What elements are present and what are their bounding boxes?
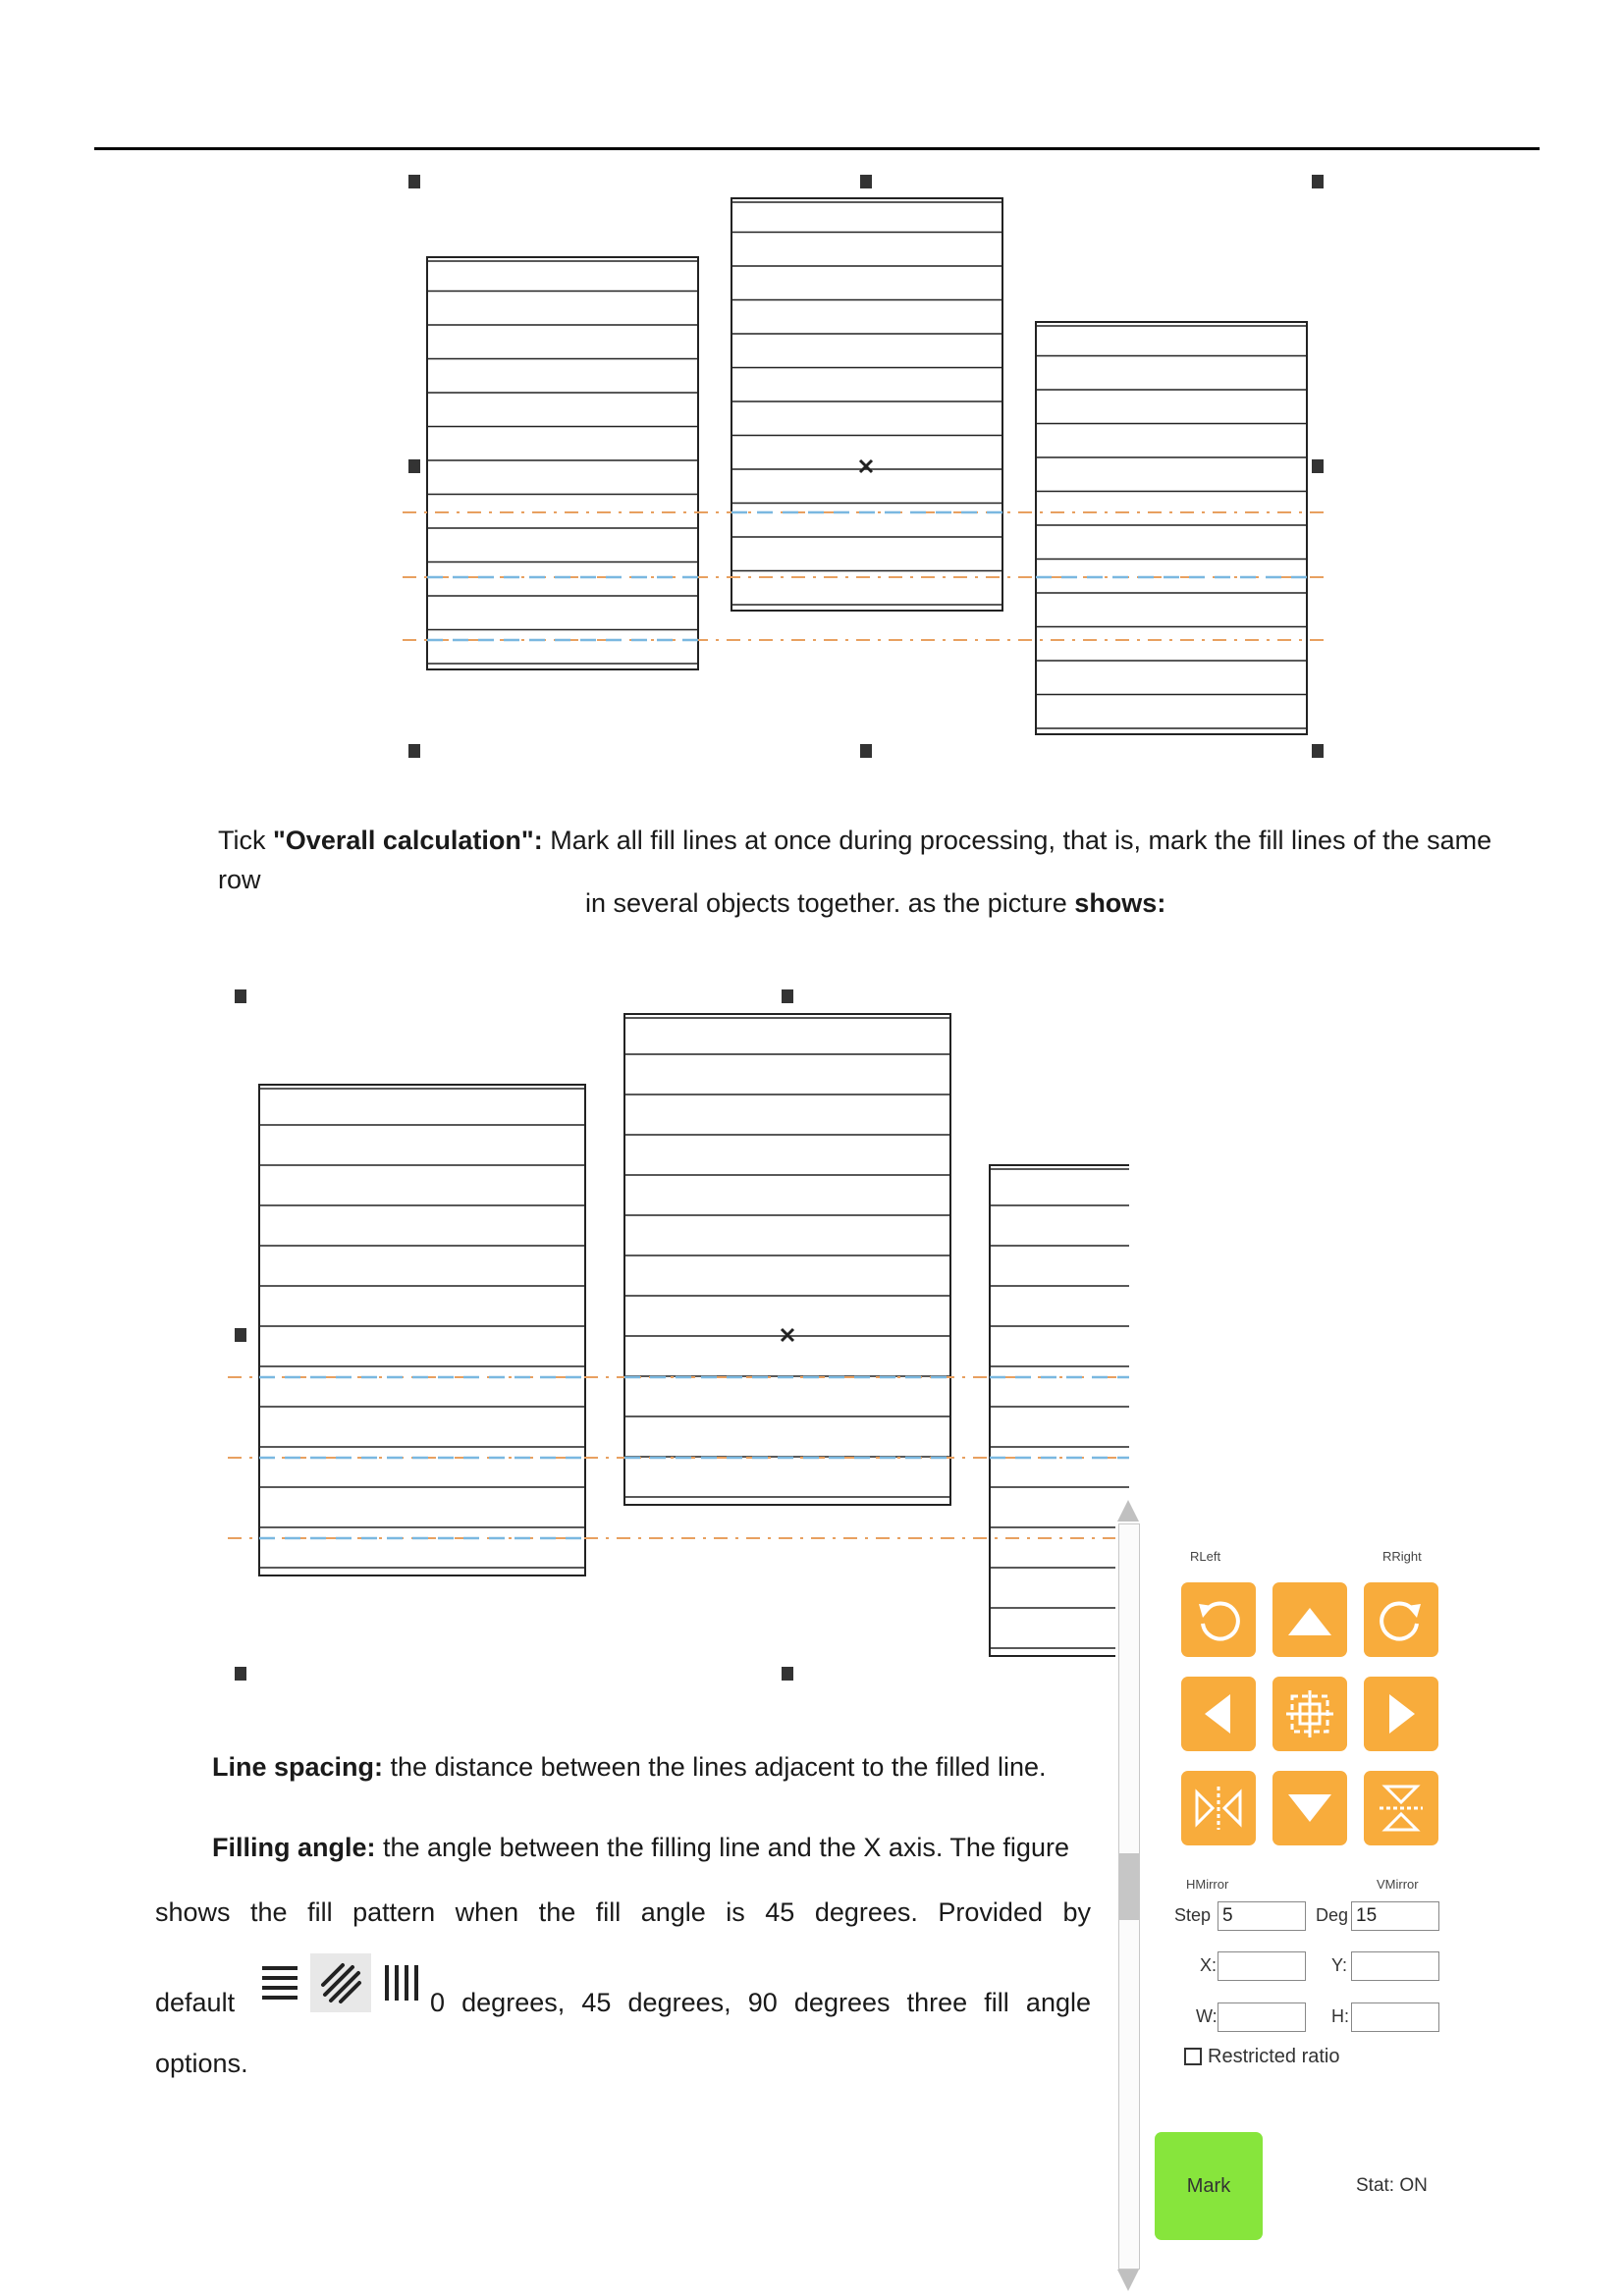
- hmirror-label: HMirror: [1186, 1877, 1229, 1892]
- rotate-ccw-icon: [1191, 1592, 1246, 1647]
- caption-line-2: in several objects together. as the picture shows:: [585, 888, 1166, 918]
- selection-handle: [408, 175, 420, 188]
- selection-handle: [1312, 459, 1324, 473]
- arrow-up-icon: [1282, 1592, 1337, 1647]
- selection-handle: [1312, 744, 1324, 758]
- fill-object: [990, 1165, 1129, 1656]
- fill-object: [259, 1085, 585, 1575]
- selection-handle: [860, 744, 872, 758]
- filling-angle-line-3-left: default: [155, 1988, 236, 2017]
- selection-handle: [235, 989, 246, 1003]
- mirror-horizontal-icon: [1191, 1781, 1246, 1836]
- center-button[interactable]: [1272, 1677, 1347, 1751]
- mark-button[interactable]: [1155, 2132, 1263, 2240]
- restricted-ratio-checkbox[interactable]: [1184, 2048, 1202, 2065]
- step-label: Step: [1174, 1905, 1212, 1925]
- figure-separate-calculation: [393, 167, 1335, 775]
- h-label: H:: [1331, 2006, 1349, 2026]
- selection-handle: [782, 989, 793, 1003]
- step-input[interactable]: 5: [1218, 1901, 1306, 1931]
- move-right-button[interactable]: [1364, 1677, 1438, 1751]
- caption-term: "Overall calculation":: [273, 826, 543, 855]
- y-input[interactable]: [1351, 1951, 1439, 1981]
- selection-handle: [408, 744, 420, 758]
- move-left-button[interactable]: [1181, 1677, 1256, 1751]
- fill-angle-options: [249, 1953, 432, 2012]
- mirror-vertical-icon: [1374, 1781, 1429, 1836]
- center-cross-icon: [782, 1329, 793, 1341]
- deg-input[interactable]: 15: [1351, 1901, 1439, 1931]
- status-text: Stat: ON: [1356, 2175, 1428, 2196]
- selection-handle: [860, 175, 872, 188]
- w-input[interactable]: [1218, 2002, 1306, 2032]
- rotate-left-label: RLeft: [1190, 1549, 1221, 1564]
- diagonal-fill-icon: [310, 1953, 371, 2012]
- fill-object: [624, 1014, 950, 1505]
- selection-handle: [782, 1667, 793, 1681]
- figure-overall-calculation: [216, 977, 1129, 1698]
- vertical-mirror-button[interactable]: [1364, 1771, 1438, 1845]
- y-label: Y:: [1331, 1955, 1348, 1975]
- vmirror-label: VMirror: [1377, 1877, 1419, 1892]
- rotate-cw-icon: [1374, 1592, 1429, 1647]
- line-spacing-paragraph: Line spacing: the distance between the lines adjacent to the filled line.: [212, 1752, 1047, 1782]
- selection-handle: [1312, 175, 1324, 188]
- top-rule: [94, 147, 1540, 150]
- restricted-ratio-label: Restricted ratio: [1208, 2046, 1340, 2067]
- w-label: W:: [1196, 2006, 1218, 2026]
- filling-angle-line-2: shows the fill pattern when the fill angle is 45 degrees. Provided by: [155, 1897, 1091, 1927]
- horizontal-mirror-button[interactable]: [1181, 1771, 1256, 1845]
- filling-angle-paragraph: Filling angle: the angle between the filling line and the X axis. The figure: [212, 1833, 1069, 1862]
- filling-angle-line-4: options.: [155, 2049, 248, 2078]
- arrow-left-icon: [1191, 1686, 1246, 1741]
- rotate-right-button[interactable]: [1364, 1582, 1438, 1657]
- fill-object: [1036, 322, 1307, 734]
- scroll-up-arrow-icon[interactable]: [1117, 1500, 1139, 1522]
- arrow-right-icon: [1374, 1686, 1429, 1741]
- selection-handle: [408, 459, 420, 473]
- move-up-button[interactable]: [1272, 1582, 1347, 1657]
- scrollbar-thumb[interactable]: [1119, 1853, 1139, 1920]
- fill-object: [427, 257, 698, 669]
- x-input[interactable]: [1218, 1951, 1306, 1981]
- center-cross-icon: [860, 460, 872, 472]
- arrow-down-icon: [1282, 1781, 1337, 1836]
- move-down-button[interactable]: [1272, 1771, 1347, 1845]
- filling-angle-line-3-right: 0 degrees, 45 degrees, 90 degrees three fill angle: [430, 1988, 1091, 2017]
- mark-button-label: Mark: [1186, 2174, 1231, 2197]
- caption-overall-calculation: Tick "Overall calculation": Mark all fill lines at once during processing, that is, mark the fill lines of the same row: [218, 826, 1492, 894]
- center-target-icon: [1282, 1686, 1337, 1741]
- x-label: X:: [1200, 1955, 1218, 1975]
- selection-handle: [235, 1328, 246, 1342]
- fill-object: [731, 198, 1002, 611]
- scroll-down-arrow-icon[interactable]: [1117, 2269, 1139, 2291]
- rotate-right-label: RRight: [1382, 1549, 1422, 1564]
- deg-label: Deg: [1316, 1905, 1349, 1925]
- rotate-left-button[interactable]: [1181, 1582, 1256, 1657]
- vertical-fill-icon: [371, 1953, 432, 2012]
- selection-handle: [235, 1667, 246, 1681]
- h-input[interactable]: [1351, 2002, 1439, 2032]
- horizontal-fill-icon: [249, 1953, 310, 2012]
